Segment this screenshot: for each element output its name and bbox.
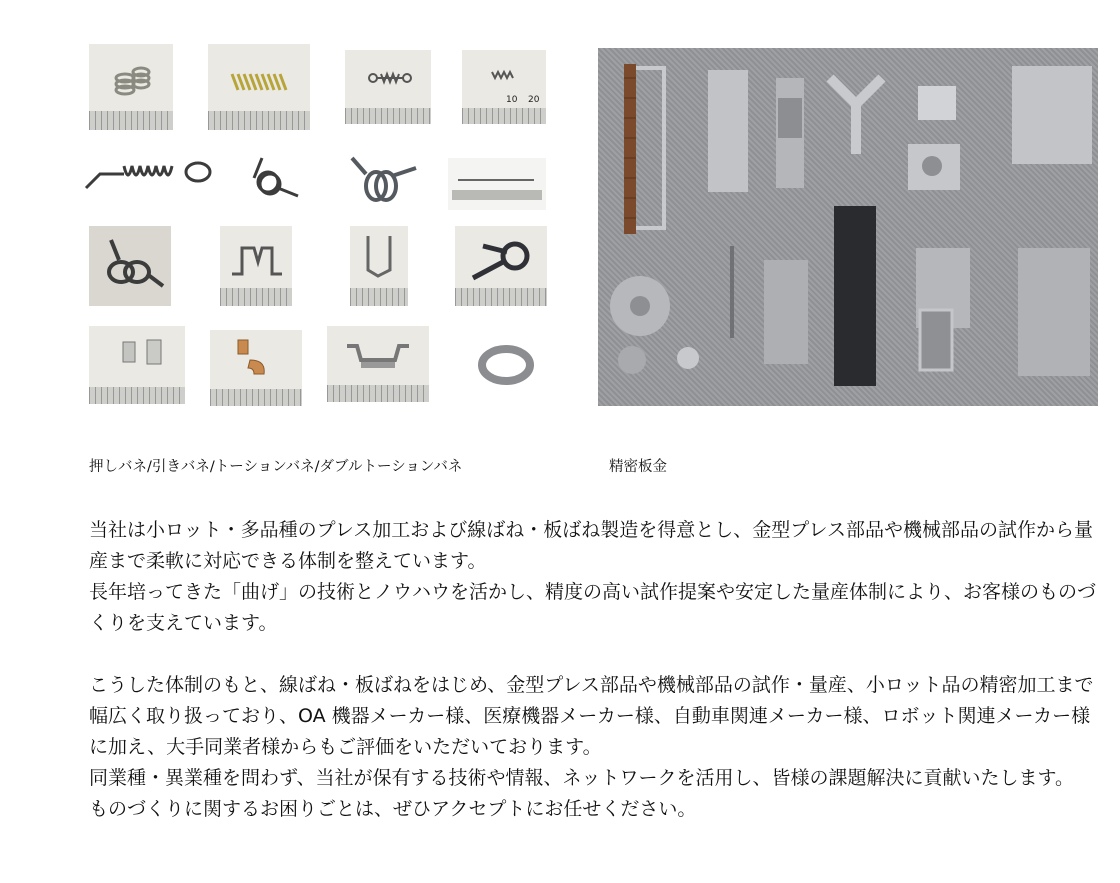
spring-photo [89, 226, 171, 306]
spring-photo [327, 326, 429, 402]
spring-photo [80, 152, 214, 206]
spring-photo [462, 50, 546, 124]
spring-photo [210, 330, 302, 406]
svg-text:10: 10 [506, 95, 518, 105]
svg-text:20: 20 [528, 95, 540, 105]
company-description [89, 515, 1104, 825]
spring-photo [345, 50, 431, 124]
spring-photo [342, 150, 422, 212]
spring-photo [350, 226, 408, 306]
spring-photo [208, 44, 310, 130]
spring-photo [448, 158, 546, 210]
paragraph: こうした体制のもと、線ばね・板ばねをはじめ、金型プレス部品や機械部品の試作・量産、小ロット品の精密加工まで幅広く取り扱っており、OA 機器メーカー様、医療機器メーカー様、自動車関連メーカー様、ロボット関連メーカー様に加え、大手同業者様からもご評価をいただいております。 [89, 674, 1094, 758]
paragraph-gap [89, 639, 1104, 670]
spring-photo [89, 326, 185, 404]
spring-photo [220, 226, 292, 306]
spring-photo [89, 44, 173, 130]
sheet-metal-caption: 精密板金 [609, 459, 667, 475]
paragraph: 長年培ってきた「曲げ」の技術とノウハウを活かし、精度の高い試作提案や安定した量産体制により、お客様のものづくりを支えています。 [89, 581, 1097, 634]
sheet-metal-photo [598, 48, 1098, 406]
spring-photo [470, 330, 542, 400]
paragraph: 当社は小ロット・多品種のプレス加工および線ばね・板ばね製造を得意とし、金型プレス部品や機械部品の試作から量産まで柔軟に対応できる体制を整えています。 [89, 519, 1093, 572]
spring-photo [455, 226, 547, 306]
paragraph: 同業種・異業種を問わず、当社が保有する技術や情報、ネットワークを活用し、皆様の課題解決に貢献いたします。 [89, 767, 1074, 789]
springs-caption: 押しバネ/引きバネ/トーションバネ/ダブルトーションバネ [89, 459, 463, 475]
paragraph: ものづくりに関するお困りごとは、ぜひアクセプトにお任せください。 [89, 798, 697, 820]
spring-photo [240, 150, 304, 206]
